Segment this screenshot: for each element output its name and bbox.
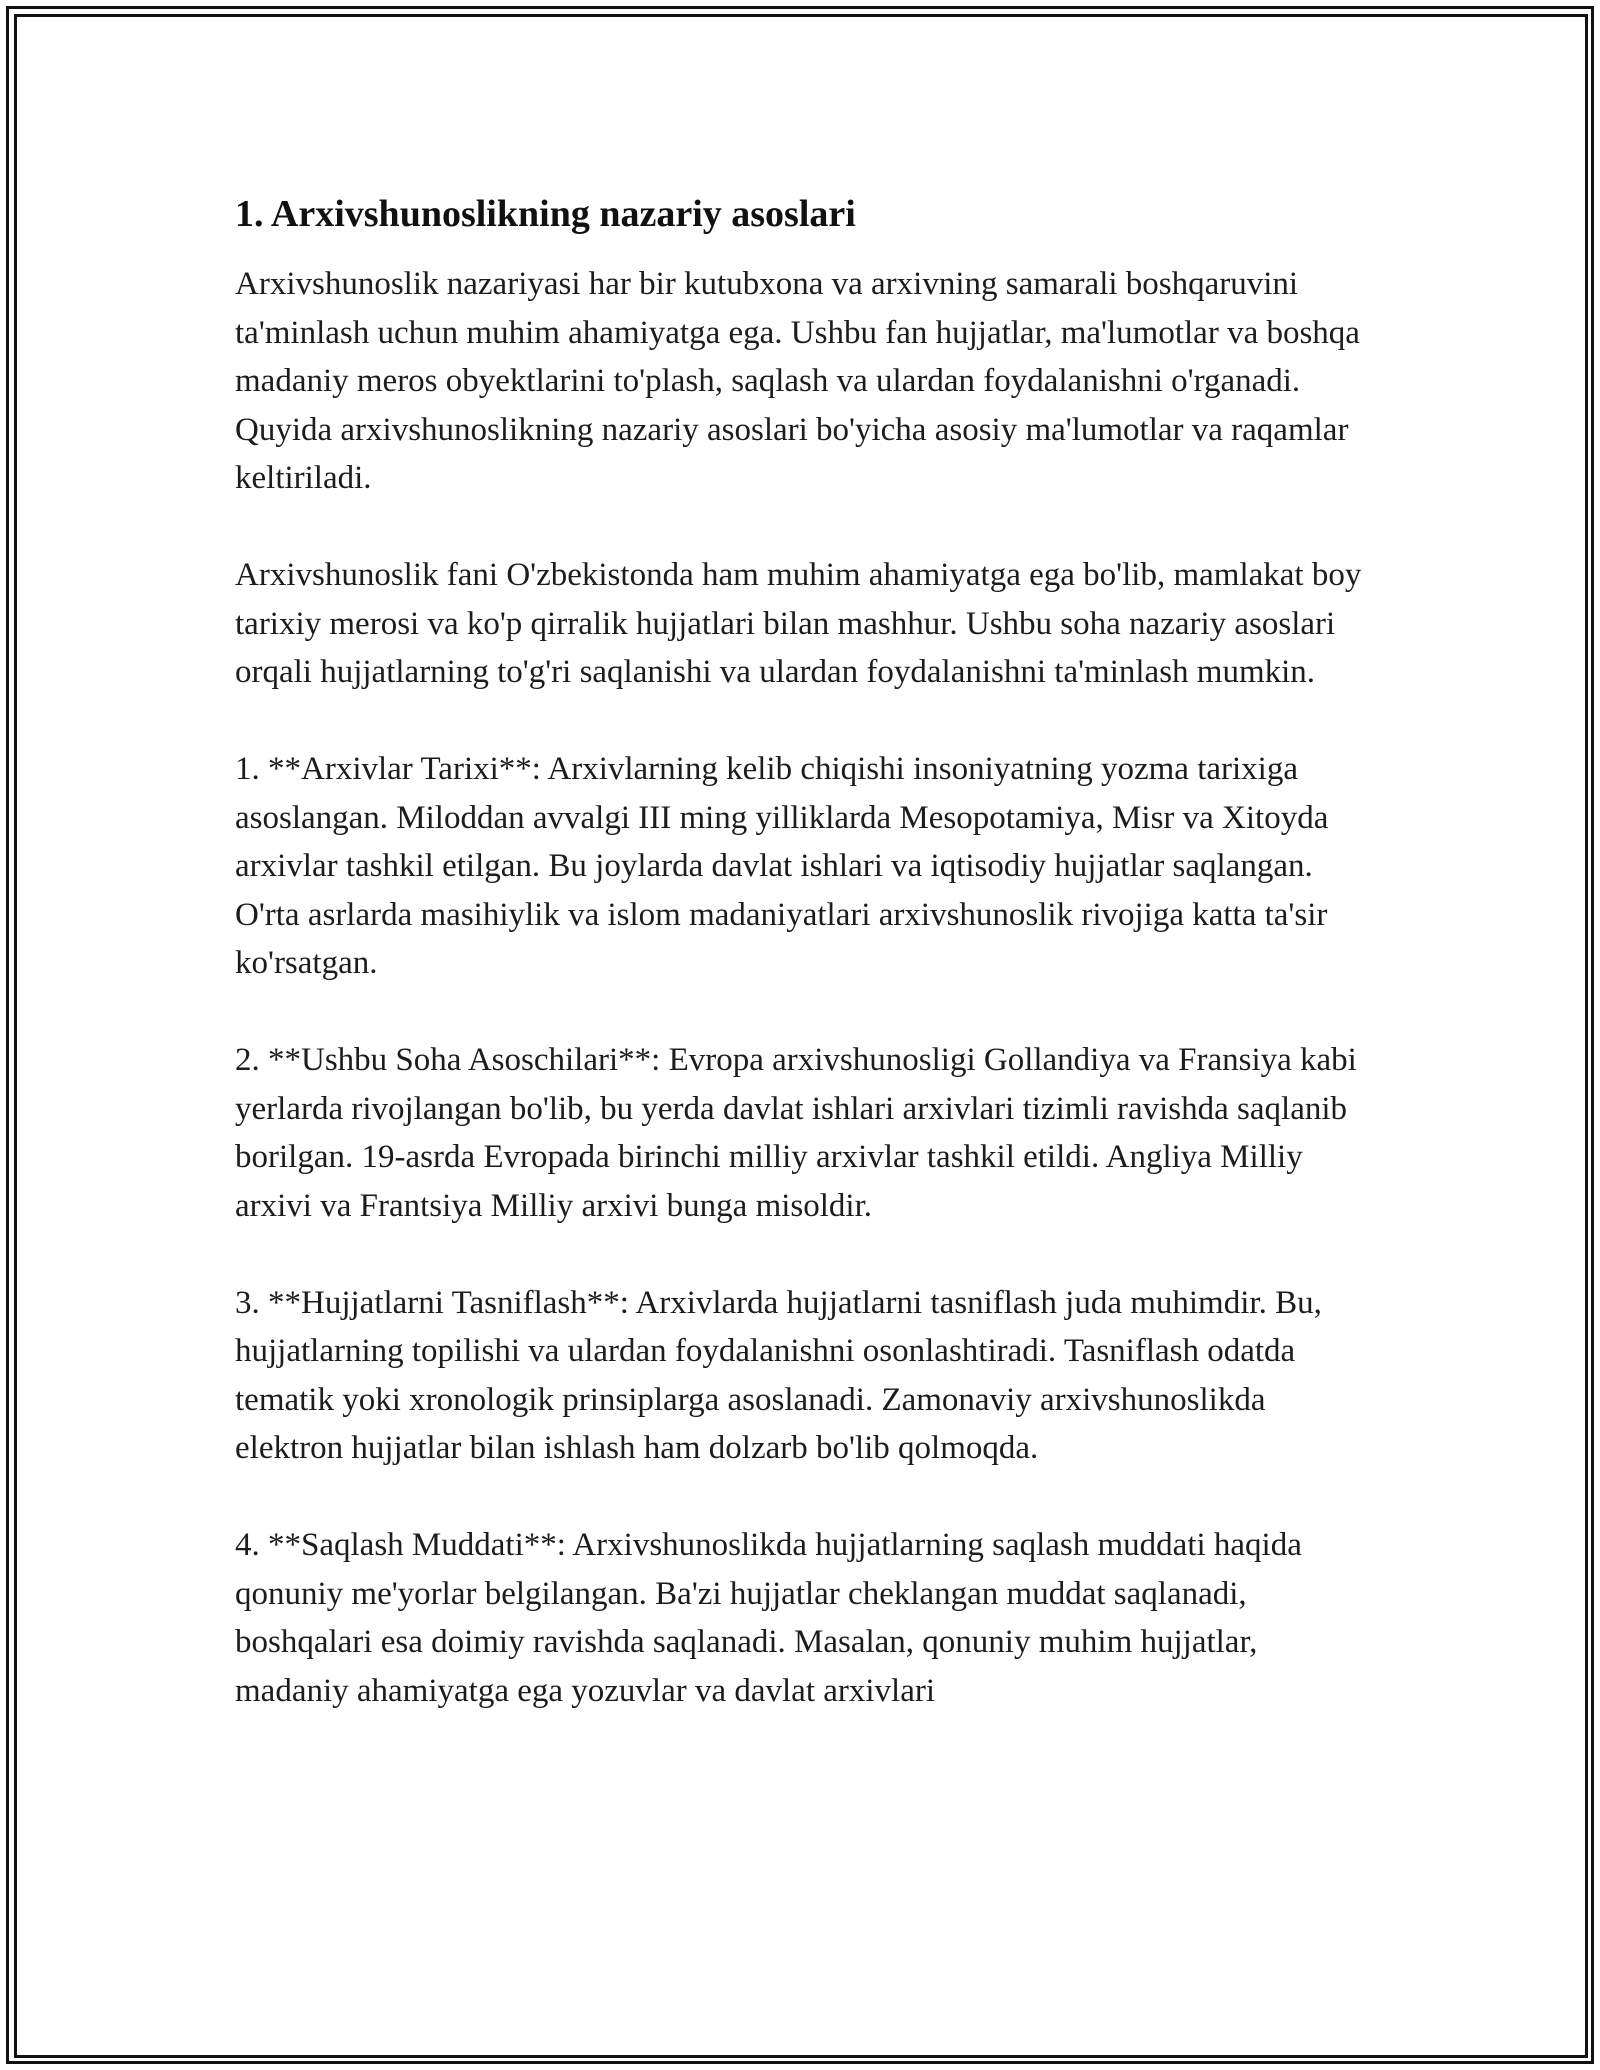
list-item-founders: 2. **Ushbu Soha Asoschilari**: Evropa arxivshunosligi Gollandiya va Fransiya kabi yerlarda rivojlangan bo'lib, bu yerda davlat ishlari arxivlari tizimli ravishda saqlanib borilgan. 19-asrda Evropada birinchi milliy arxivlar tashkil etildi. Angliya Milliy arxivi va Frantsiya Milliy arxivi bunga misoldir.	[235, 1042, 1357, 1224]
page-title: 1. Arxivshunoslikning nazariy asoslari	[235, 193, 856, 235]
list-item-classification: 3. **Hujjatlarni Tasniflash**: Arxivlarda hujjatlarni tasniflash juda muhimdir. Bu, hujjatlarning topilishi va ulardan foydalanishni osonlashtiradi. Tasniflash odatda tematik yoki xronologik prinsiplarga asoslanadi. Zamonaviy arxivshunoslikda elektron hujjatlar bilan ishlash ham dolzarb bo'lib qolmoqda.	[235, 1284, 1322, 1466]
list-item-retention: 4. **Saqlash Muddati**: Arxivshunoslikda hujjatlarning saqlash muddati haqida qonuniy me'yorlar belgilangan. Ba'zi hujjatlar cheklangan muddat saqlanadi, boshqalari esa doimiy ravishda saqlanadi. Masalan, qonuniy muhim hujjatlar, madaniy ahamiyatga ega yozuvlar va davlat arxivlari	[235, 1527, 1302, 1709]
intro-paragraph: Arxivshunoslik nazariyasi har bir kutubxona va arxivning samarali boshqaruvini ta'minlash uchun muhim ahamiyatga ega. Ushbu fan hujjatlar, ma'lumotlar va boshqa madaniy meros obyektlarini to'plash, saqlash va ulardan foydalanishni o'rganadi. Quyida arxivshunoslikning nazariy asoslari bo'yicha asosiy ma'lumotlar va raqamlar keltiriladi.	[235, 266, 1360, 496]
document-body	[235, 190, 1375, 1764]
list-item-history: 1. **Arxivlar Tarixi**: Arxivlarning kelib chiqishi insoniyatning yozma tarixiga asoslangan. Miloddan avvalgi III ming yilliklarda Mesopotamiya, Misr va Xitoyda arxivlar tashkil etilgan. Bu joylarda davlat ishlari va iqtisodiy hujjatlar saqlangan. O'rta asrlarda masihiylik va islom madaniyatlari arxivshunoslik rivojiga katta ta'sir ko'rsatgan.	[235, 751, 1329, 981]
uzbekistan-paragraph: Arxivshunoslik fani O'zbekistonda ham muhim ahamiyatga ega bo'lib, mamlakat boy tarixiy merosi va ko'p qirralik hujjatlari bilan mashhur. Ushbu soha nazariy asoslari orqali hujjatlarning to'g'ri saqlanishi va ulardan foydalanishni ta'minlash mumkin.	[235, 557, 1362, 690]
